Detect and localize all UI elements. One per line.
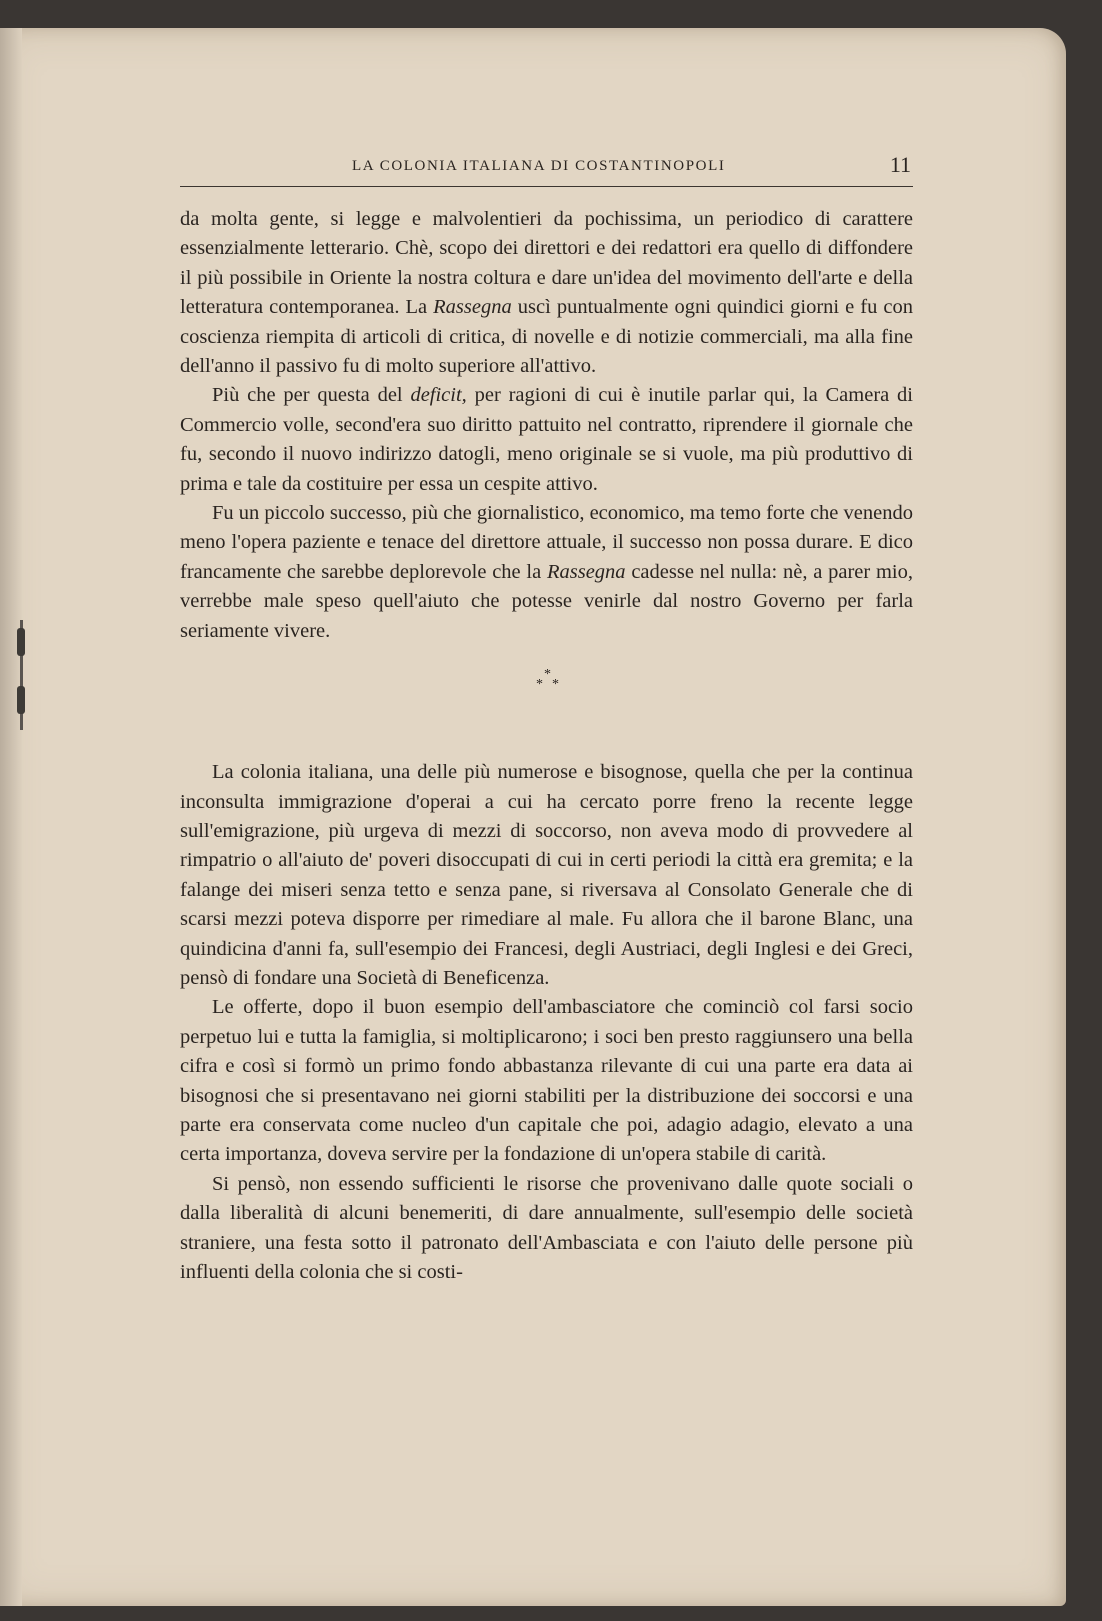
staple-top <box>17 628 25 656</box>
italic-term: deficit, <box>410 384 467 407</box>
running-head <box>180 152 913 187</box>
asterism-star: * <box>544 667 551 683</box>
text-run: Più che per questa del <box>212 384 411 407</box>
text-run: per ragioni di cui è inutile parlar qui, la Camera di Commercio volle, second'era suo diritto pattuito nel contratto, riprendere il giornale che fu, secondo il nuovo indirizzo datogli, meno originale se si vuole, ma più produttivo di prima e tale da costituire per essa un cespite attivo. <box>180 384 914 495</box>
paragraph-continued <box>180 205 913 381</box>
paragraph: Le offerte, dopo il buon esempio dell'ambasciatore che cominciò col farsi socio perpetuo lui e tutta la famiglia, si moltiplicarono; i soci ben presto raggiunsero una bella cifra e così si formò un primo fondo abbastanza rilevante di cui una parte era data ai bisognosi che si presentavano nei giorni stabiliti per la distribuzione dei soccorsi e una parte era conservata come nucleo d'un capitale che poi, adagio adagio, elevato a una certa importanza, doveva servire per la fondazione di un'opera stabile di carità. <box>180 996 913 1166</box>
asterism-separator <box>180 646 913 758</box>
page-number: 11 <box>889 152 911 177</box>
staple-bottom <box>17 686 25 714</box>
binding-gutter <box>0 28 22 1606</box>
text-run: uscì puntualmente ogni quindici giorni e fu con coscienza riempita di articoli di critica, di novelle e di notizie commerciali, ma alla fine dell'anno il passivo fu di molto superiore all'attivo. <box>180 296 913 378</box>
body-text <box>180 205 913 1287</box>
paragraph <box>180 499 913 646</box>
italic-title: Rassegna <box>546 560 626 583</box>
paragraph <box>180 381 913 499</box>
paragraph: La colonia italiana, una delle più numerose e bisognose, quella che per la continua inconsulta immigrazione d'operai a cui ha cercato porre freno la recente legge sull'emigrazione, più urgeva di mezzi di soccorso, non aveva modo di provvedere al rimpatrio o all'aiuto de' poveri disoccupati di cui in certi periodi la città era gremita; e la falange dei miseri senza tetto e senza pane, si riversava al Consolato Generale che di scarsi mezzi poteva disporre per rimediare al male. Fu allora che il barone Blanc, una quindicina d'anni fa, sull'esempio dei Francesi, degli Austriaci, degli Inglesi e dei Greci, pensò di fondare una Società di Beneficenza. <box>180 761 913 989</box>
text-run: cadesse nel nulla: nè, a parer mio, verrebbe male speso quell'aiuto che potesse venirle dal nostro Governo per farla seriamente vivere. <box>180 560 913 642</box>
italic-title: Rassegna <box>433 296 512 319</box>
text-run: Fu un piccolo successo, più che giornalistico, economico, ma temo forte che venendo meno l'opera paziente e tenace del direttore attuale, il successo non possa durare. E dico francamente che sarebbe deplorevole che la <box>180 502 913 583</box>
running-title: LA COLONIA ITALIANA DI COSTANTINOPOLI <box>352 158 726 174</box>
paragraph: Si pensò, non essendo sufficienti le risorse che provenivano dalle quote sociali o dalla liberalità di alcuni benemeriti, di dare annualmente, sull'esempio delle società straniere, una festa sotto il patronato dell'Ambasciata e con l'aiuto delle persone più influenti della colonia che si costi- <box>180 1172 913 1283</box>
asterism-star: * <box>552 677 559 693</box>
asterism-star: * <box>536 677 543 693</box>
text-run: da molta gente, si legge e malvolentieri da pochissima, un periodico di carattere essenzialmente letterario. Chè, scopo dei direttori e dei redattori era quello di diffondere il più possibile in Oriente la nostra coltura e dare un'idea del movimento dell'arte e della letteratura contemporanea. La <box>180 208 913 319</box>
